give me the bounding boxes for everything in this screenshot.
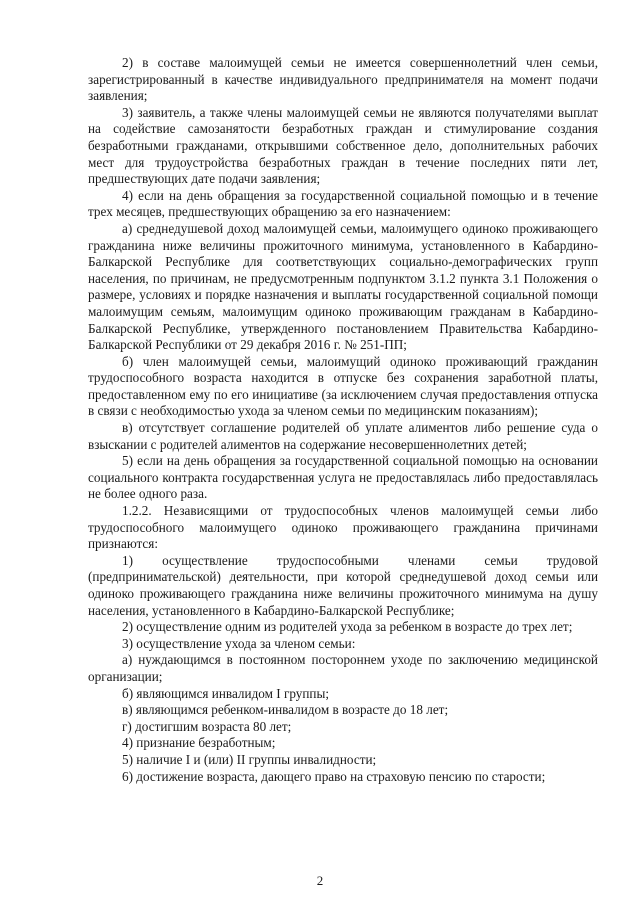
paragraph-condition-5: 5) если на день обращения за государственной социальной помощью на основании социального контракта государственная услуга не предоставлялась либо предоставлялась не более одного раза. (88, 453, 598, 502)
paragraph-reason-4: 4) признание безработным; (122, 735, 276, 751)
paragraph-reason-1: 1) осуществление трудоспособными членами семьи трудовой (предпринимательской) деятельности, при которой среднедушевой доход семьи или одиноко проживающего гражданина ниже величины прожиточного минимума на душу населения, установленного в Кабардино-Балкарской Республике; (88, 552, 598, 618)
paragraph-section-1-2-2: 1.2.2. Независящими от трудоспособных членов малоимущей семьи либо трудоспособного малоимущего одиноко проживающего гражданина причинами признаются: (88, 503, 598, 552)
paragraph-reason-3b: б) являющимся инвалидом I группы; (122, 685, 330, 701)
paragraph-condition-4: 4) если на день обращения за государственной социальной помощью и в течение трех месяцев, предшествующих обращению за его назначением: (88, 187, 598, 220)
paragraph-condition-2: 2) в составе малоимущей семьи не имеется совершеннолетний член семьи, зарегистрированный в качестве индивидуального предпринимателя на момент подачи заявления; (88, 55, 598, 104)
paragraph-reason-3v: в) являющимся ребенком-инвалидом в возрасте до 18 лет; (122, 702, 449, 718)
paragraph-reason-6: 6) достижение возраста, дающего право на страховую пенсию по старости; (122, 768, 546, 784)
paragraph-condition-4a: а) среднедушевой доход малоимущей семьи, малоимущего одиноко проживающего гражданина ниже величины прожиточного минимума, установленного в Кабардино-Балкарской Республике для соответствующих социально-демографических групп населения, по причинам, не предусмотренным подпунктом 3.1.2 пункта 3.1 Положения о размере, условиях и порядке назначения и выплаты государственной социальной помощи малоимущим семьям, малоимущим одиноко проживающим гражданам в Кабардино-Балкарской Республике, утвержденного постановлением Правительства Кабардино-Балкарской Республики от 29 декабря 2016 г. № 251-ПП; (88, 220, 598, 353)
paragraph-condition-4b: б) член малоимущей семьи, малоимущий одиноко проживающий гражданин трудоспособного возраста находится в отпуске без сохранения заработной платы, предоставленном ему по его инициативе (за исключением случая предоставления отпуска в связи с необходимостью ухода за членом семьи по медицинским показаниям); (88, 353, 598, 419)
page-number: 2 (316, 873, 324, 888)
paragraph-reason-2: 2) осуществление одним из родителей ухода за ребенком в возрасте до трех лет; (122, 619, 573, 635)
paragraph-condition-3: 3) заявитель, а также члены малоимущей семьи не являются получателями выплат на содействие самозанятости безработных граждан и стимулирование создания безработными гражданами, открывшими собственное дело, дополнительных рабочих мест для трудоустройства безработных граждан в течение последних пяти лет, предшествующих дате подачи заявления; (88, 104, 598, 187)
paragraph-condition-4v: в) отсутствует соглашение родителей об уплате алиментов либо решение суда о взыскании с родителей алиментов на содержание несовершеннолетних детей; (88, 420, 598, 452)
paragraph-reason-3g: г) достигшим возраста 80 лет; (122, 718, 292, 734)
paragraph-reason-5: 5) наличие I и (или) II группы инвалидности; (122, 751, 377, 767)
paragraph-reason-3a: а) нуждающимся в постоянном постороннем уходе по заключению медицинской организации; (88, 652, 598, 684)
paragraph-reason-3: 3) осуществление ухода за членом семьи: (122, 635, 356, 651)
document-body (88, 55, 598, 785)
